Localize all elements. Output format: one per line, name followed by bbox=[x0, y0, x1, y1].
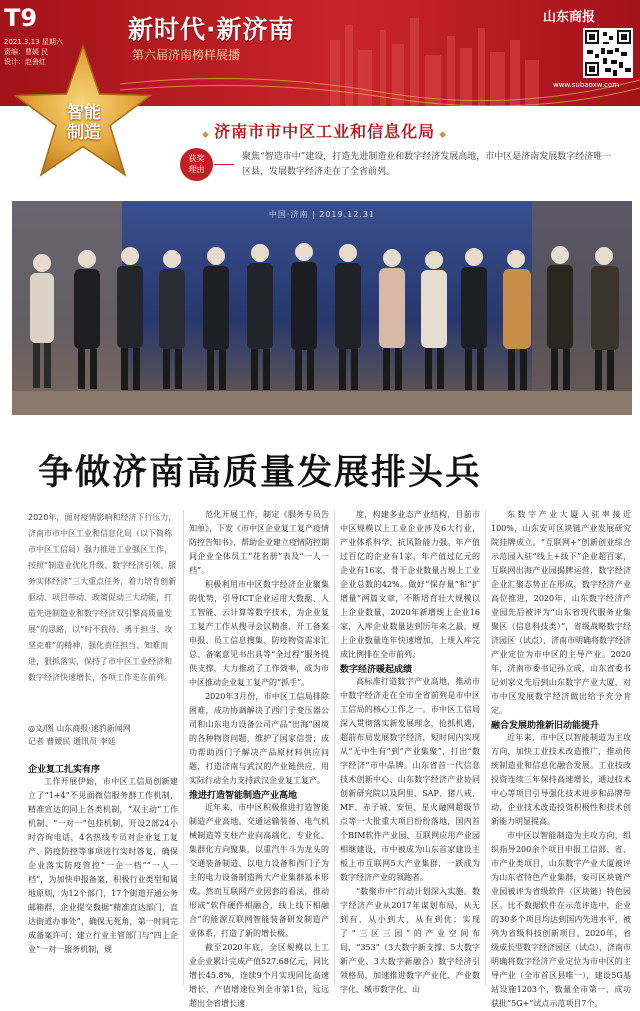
department-name: 济南市市中区工业和信息化局 bbox=[214, 122, 436, 141]
paragraph: 截至2020年底，全区规模以上工业企业累计完成产值527.68亿元，同比增长45.8%，连续9个月实现同比高速增长，产值增速位列全市第1位，远远超出全省增长速 bbox=[189, 943, 329, 1008]
column-4 bbox=[491, 508, 631, 1011]
byline bbox=[28, 722, 178, 748]
diamond-icon: ◆ bbox=[202, 130, 215, 140]
paragraph: 高标准打造数字产业高地，推动市中数字经济走在全市全省前列是市中区工信局的核心工作之一。市中区工信局深入贯彻落实新发展理念，抢抓机遇，超前布局发展数字经济，短时间内实现从“无中生有”到“产业集聚”，打出“数字经济”市中品牌。山东省首一代信息技术创新中心、山东数字经济产业协同创新研究院以及阿里、SAP、猪八戒、MF、赤子城、安恒、星火融网超级节点等一大批重大项目纷纷落地，国内首个BIM软件产业园、互联网应用产业园相继建设，市中被成为山东首家建设主板上市互联网5大产业集群，一跃成为数字经济产业的领跑者。 bbox=[340, 677, 480, 882]
editor-line: 责编：曹媛 民 bbox=[4, 48, 49, 56]
series-title: 新时代·新济南 bbox=[128, 15, 295, 44]
award-reason-badge bbox=[180, 148, 213, 181]
diamond-icon: ◆ bbox=[435, 130, 448, 140]
badge-label bbox=[52, 103, 116, 143]
group-photo bbox=[12, 201, 632, 415]
website-url: www.subaoxw.com bbox=[553, 81, 620, 89]
award-reason-text: 聚焦“智造市中”建设，打造先进制造业和数字经济发展高地，市中区是济南发展数字经济唯一区县，发展数字经济走在了全省前列。 bbox=[242, 152, 612, 177]
headline: 争做济南高质量发展排头兵 bbox=[38, 453, 483, 493]
paragraph: 近年来，市中区以智能制造为主攻方向，加快工业技术改造推广，推动传统制造业和信息化融合发展。工业技改投资连续三年保持高速增长，通过技术中心等项目引导强化技术进步和品牌带动，企业技术改造投资积极性和技术创新能力明显提高。 bbox=[491, 733, 631, 826]
lead-paragraph: 2020年，面对疫情影响和经济下行压力，济南市市中区工业和信息化局（以下简称市中区工信局）强力推进工业强区工作，按照“制造业优化升级、数字经济引领、服务实体经济”三大重点任务，着力培育创新驱动、项目带动、政策促动三大动能，打造先进制造业和数字经济双引擎高质量发展”的思路，以“时不我待、勇于担当、攻坚克难”的精神，强化责任担当、知难而进，狠抓落实，保持了市中区工业经济和数字经济快速增长，各项工作走在前列。 bbox=[28, 513, 177, 682]
group-photo-illustration bbox=[12, 201, 632, 415]
section-heading: 融合发展助推新旧动能提升 bbox=[491, 721, 600, 731]
paragraph: 积极利用市中区数字经济企业聚集的优势，引导ICT企业运用大数据、人工智能、云计算等数字技术，为企业复工复产工作从搜寻会议精准、开工备案申报、员工信息搜集、防疫物资需求汇总、备案意见书出具等“全过程”服务提供支撑，大力推动了工作效率，成为市中区推动企业复工复产的“抓手”。 bbox=[189, 580, 329, 687]
column-1 bbox=[28, 762, 178, 957]
page-number: T9 bbox=[4, 4, 38, 32]
newspaper-brand: 山东商报 bbox=[543, 10, 596, 25]
byline-reporter: 记者 曹媛民 通讯员 李廷 bbox=[28, 737, 116, 746]
column-3 bbox=[340, 508, 480, 997]
column-divider bbox=[485, 510, 486, 985]
paragraph: 工作开展伊始，市中区工信局创新建立了“1+4”不见面微信服务群工作机制，精准宣达的同上各类机制，“双主动”工作机制、“一对一”包挂机制，开设2部24小时咨询电话，4名热线专员对企业复工复产、防疫防控等事项进行实时答复，确保企业落实防疫管控“一企一档”“一人一档”，为加快申报备案，积极行业类型和属地原则，为12个部门，17个街道开通公务邮箱群，企业提交数据“精准直达部门，直达街道办事处”，确保无死角，第一时间完成备案许可；建立行业主管部门与“四上企业”一对一服务机制，规 bbox=[28, 777, 178, 954]
date-line: 2021.3.13 星期六 bbox=[4, 38, 63, 46]
column-divider bbox=[183, 510, 184, 985]
section-heading: 数字经济暖起成绩 bbox=[340, 665, 413, 675]
paragraph: “数聚市中”行动计划深入实施。数字经济产业从2017年谋划布局，从无到有、从小到大、从有到优；实现了“三区三园”的产业空间布局，“353”（3大数字新支撑、5大数字新产业、3大数字新融合）数字经济引领格局，加速推进数字产业化、产业数字化、城市数字化、山 bbox=[340, 887, 480, 994]
photo-caption: 中国·济南 | 2019.12.31 bbox=[268, 210, 376, 219]
column-2 bbox=[189, 508, 329, 1011]
column-divider bbox=[334, 510, 335, 985]
series-subtitle: 第六届济南榜样展播 bbox=[132, 48, 241, 62]
paragraph: 近年来，市中区积极推进打造智能制造产业高地。交通运输装备、电气机械制造等支柱产业向高端化、专业化、集群化方向聚集，以重汽牛斗为龙头的交通装备制造、以电力设备和西门子为主的电力设备制造两大产业集群基本形成。然而互联网产业因套的看法，推动形成“软件硬件相融合，线上线下相融合”的能源互联网智能装备研发制造产业体系，打造了新的增长极。 bbox=[189, 803, 329, 938]
award-line-1: 获奖 bbox=[188, 154, 205, 163]
section-heading: 推进打造智能制造产业高地 bbox=[189, 791, 298, 801]
qr-code-icon bbox=[583, 28, 633, 78]
divider bbox=[214, 164, 234, 165]
design-line: 设计：赵鲁红 bbox=[4, 58, 46, 66]
badge-line-2: 制造 bbox=[67, 123, 101, 143]
award-line-2: 理由 bbox=[188, 165, 205, 174]
department-title bbox=[202, 119, 447, 142]
paragraph: 度，构建多业态产业结构，目前市中区规模以上工业企业涉及6大行业，产业体系科学，抗风险能力强。年产值过百亿的企业有1家，年产值过亿元的企业有16家，骨干企业数量占规上工业企业总数的42%。做好“保存量”和“扩增量”两篇文章，不断培育壮大规模以上企业数量，2020年新增规上企业16家，入库企业数量达到历年来之最，规上企业数量连年快速增加，上规入库完成比例排在全市前列。 bbox=[340, 510, 480, 659]
byline-source: ◎文/图 山东商报·速豹新闻网 bbox=[28, 724, 131, 733]
paragraph: 东数字产业大厦入驻率接近100%，山东安可区块链产业发展研究院挂牌成立。“互联网+”创新创业综合示范园入驻“线上+线下”企业超百家，互联网出海产业园揭牌运营，数字经济企业汇聚态势正在形成，数字经济产业高位推进，2020年，山东数字经济产业园先后被评为“山东省现代服务业集聚区（信息科技类）”，省级战略数字经济园区（试点），济南市明确将数字经济产业定位为市中区的主导产业。2020年，济南市委书记孙立成，山东省委书记刘家义先后到山东数字产业大厦，对市中区发展数字经济做出给予充分肯定。 bbox=[491, 510, 631, 715]
paragraph: 范化开展工作，制定《服务专员告知单》，下发《市中区企业复工复产疫情防控告知书》，帮助企业建立疫情防控期间企业全体员工“花名册”表及“一人一档”。 bbox=[189, 510, 329, 575]
section-heading: 企业复工扎实有序 bbox=[28, 765, 101, 775]
badge-line-1: 智能 bbox=[67, 103, 101, 123]
paragraph: 市中区以智能制造为主攻方向，组织指导200余个项目申报工信部、省、市产业类项目，山东数字产业大厦被评为山东省特色产业集群，安可区块链产业园被评为省级软件（区块链）特色园区。比不数据软件在示范评选中，企业的30多个项目均达到国内先进水平，被列为省级科技创新项目。2020年，省级成长型数字经济园区（试点），济南市明确将数字经济产业定位为市中区的主导产业（全市首区县唯一），建设5G基站设施1203个，数量全市第一，成功获批“5G+”试点示范项目7个。 bbox=[491, 831, 631, 1008]
paragraph: 2020年3月份，市中区工信局排除困难，成功协调解决了西门子变压器公司和山东电力设备公司产品“出海”困境的各种物资问题，维护了国家信誉；成功帮助西门子解决产品原材料供应问题，打造济南与武汉的产业链供应，用实际行动全力支持武汉企业复工复产。 bbox=[189, 692, 329, 785]
